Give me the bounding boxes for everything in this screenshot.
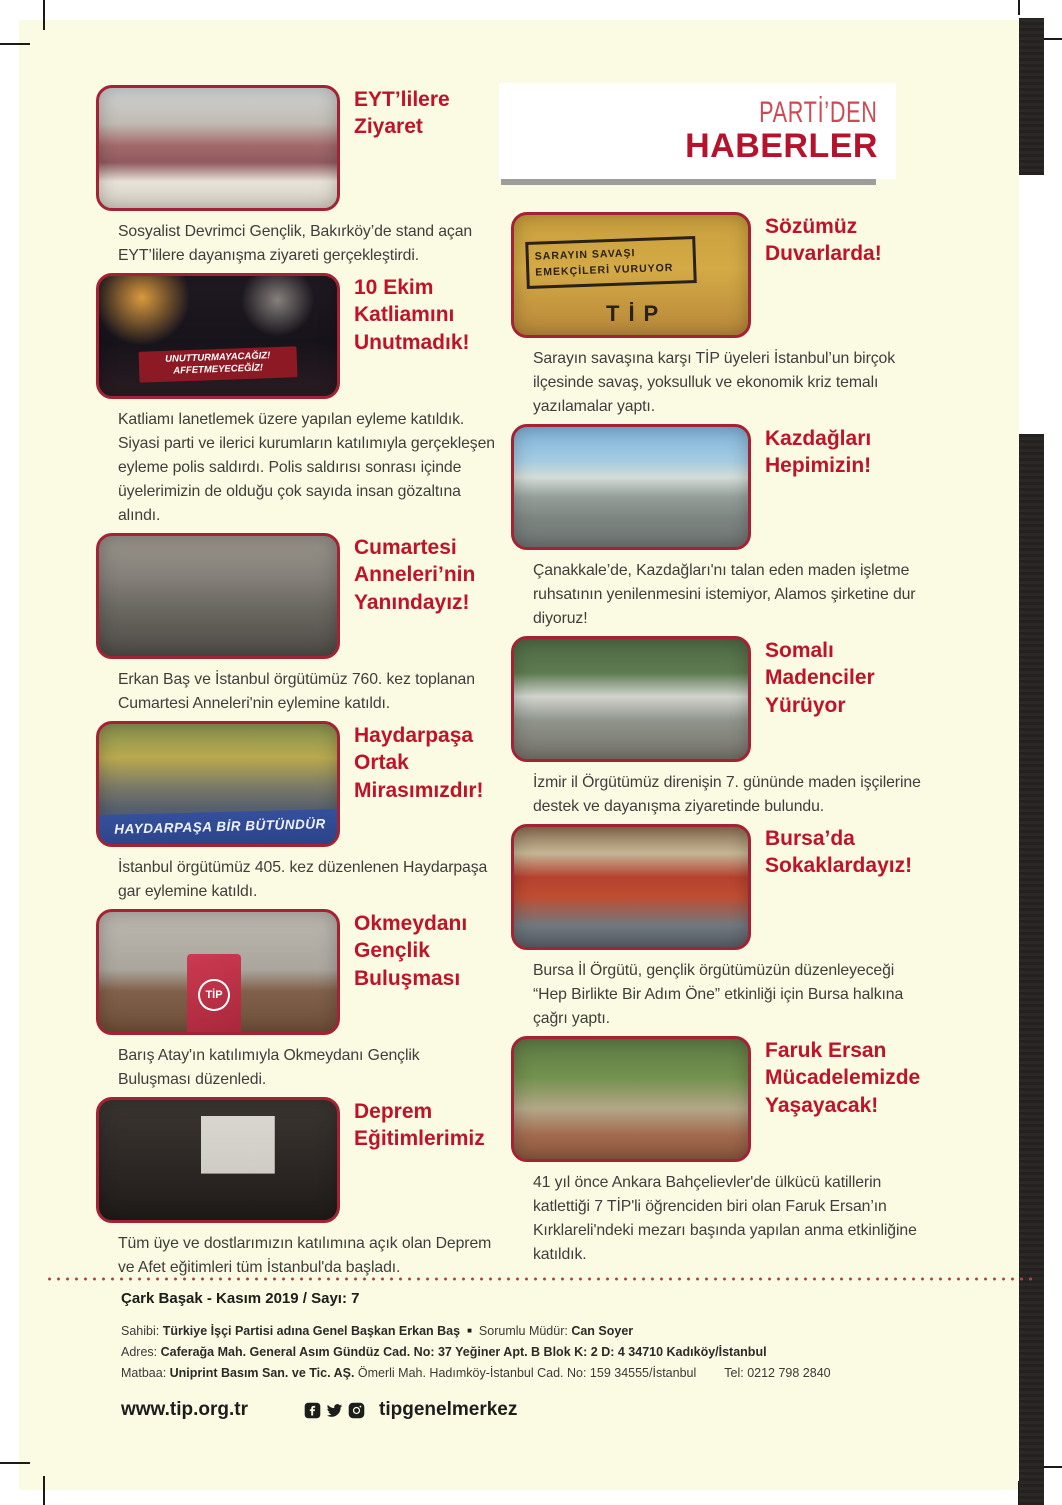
flag-text: TİP bbox=[198, 979, 229, 1011]
editor-value: Can Soyer bbox=[571, 1324, 634, 1338]
news-headline: Cumartesi Anneleri’nin Yanındayız! bbox=[354, 536, 476, 614]
news-headline: Sözümüz Duvarlarda! bbox=[765, 215, 882, 266]
news-body: İstanbul örgütümüz 405. kez düzenlenen Haydarpaşa gar eylemine katıldı. bbox=[118, 859, 488, 900]
page-header bbox=[499, 83, 896, 179]
crop-mark bbox=[0, 1462, 30, 1464]
crop-mark bbox=[43, 1476, 45, 1505]
address-value: Caferağa Mah. General Asım Gündüz Cad. No: 37 Yeğiner Apt. B Blok K: 2 D: 4 34710 Kadıköy/İstanbul bbox=[160, 1345, 767, 1359]
footer bbox=[45, 1277, 1034, 1421]
news-body: 41 yıl önce Ankara Bahçelievler'de ülkücü katillerin katlettiği 7 TİP'li öğrenciden biri olan Faruk Ersan’ın Kırklareli'ndeki mezarı başında yapılan anma etkinliğine katıldık. bbox=[533, 1174, 917, 1263]
address-label: Adres: bbox=[121, 1345, 161, 1359]
news-body: Katliamı lanetlemek üzere yapılan eyleme katıldık. Siyasi parti ve ilerici kurumların katılımıyla gerçekleşen eyleme polis saldırdı. Polis saldırısı sonrası içinde üyelerimizin de olduğu çok sayıda insan gözaltına alındı. bbox=[118, 411, 495, 524]
news-headline: Bursa’da Sokaklardayız! bbox=[765, 827, 913, 878]
news-headline: Faruk Ersan Mücadelemizde Yaşayacak! bbox=[765, 1039, 921, 1117]
news-item-10ekim bbox=[96, 273, 496, 528]
news-item-deprem bbox=[96, 1097, 496, 1280]
footer-bottom-row bbox=[121, 1399, 1034, 1421]
phone-number: Tel: 0212 798 2840 bbox=[724, 1366, 831, 1380]
news-body: Erkan Baş ve İstanbul örgütümüz 760. kez toplanan Cumartesi Anneleri'nin eylemine katıldı. bbox=[118, 671, 475, 712]
news-item-kazdaglari bbox=[511, 424, 923, 631]
photo-miners-march bbox=[511, 636, 751, 762]
photo-banner-text: UNUTTURMAYACAĞIZ! AFFETMEYECEĞİZ! bbox=[139, 347, 298, 383]
news-item-faruk-ersan bbox=[511, 1036, 923, 1267]
news-headline: Somalı Madenciler Yürüyor bbox=[765, 639, 875, 717]
news-headline: 10 Ekim Katliamını Unutmadık! bbox=[354, 276, 470, 354]
adjacent-page-edge bbox=[1019, 18, 1044, 175]
graffiti-line: EMEKÇİLERİ VURUYOR bbox=[535, 262, 674, 279]
footer-press-line bbox=[121, 1363, 1034, 1383]
graffiti-tip-signature: TİP bbox=[606, 301, 668, 326]
twitter-icon bbox=[326, 1402, 343, 1419]
graffiti-text bbox=[525, 236, 697, 288]
graffiti-line: SARAYIN SAVAŞI bbox=[534, 247, 636, 263]
right-column bbox=[511, 83, 923, 1272]
photo-wall-graffiti bbox=[511, 212, 751, 338]
photo-bursa-street bbox=[511, 824, 751, 950]
news-body: Sosyalist Devrimci Gençlik, Bakırköy’de stand açan EYT’lilere dayanışma ziyareti gerçekleştirdi. bbox=[118, 223, 473, 264]
owner-value: Türkiye İşçi Partisi adına Genel Başkan Erkan Baş bbox=[162, 1324, 461, 1338]
news-headline: EYT’lilere Ziyaret bbox=[354, 88, 450, 139]
news-item-okmeydani bbox=[96, 909, 496, 1092]
website-url: www.tip.org.tr bbox=[121, 1399, 249, 1420]
press-label: Matbaa: bbox=[121, 1366, 170, 1380]
news-headline: Kazdağları Hepimizin! bbox=[765, 427, 872, 478]
photo-haydarpasa-rally bbox=[96, 721, 340, 847]
news-body: Tüm üye ve dostlarımızın katılımına açık olan Deprem ve Afet eğitimleri tüm İstanbul'da başladı. bbox=[118, 1235, 492, 1276]
photo-10ekim-vigil bbox=[96, 273, 340, 399]
news-headline: Deprem Eğitimlerimiz bbox=[354, 1100, 485, 1151]
news-item-eyt bbox=[96, 85, 496, 268]
photo-banner-text: HAYDARPAŞA BİR BÜTÜNDÜR bbox=[99, 809, 340, 847]
page-title: HABERLER bbox=[685, 127, 878, 166]
news-item-bursa bbox=[511, 824, 923, 1031]
news-body: Barış Atay'ın katılımıyla Okmeydanı Gençlik Buluşması düzenledi. bbox=[118, 1047, 420, 1088]
header-divider bbox=[501, 179, 876, 185]
news-item-somali-madenciler bbox=[511, 636, 923, 819]
photo-cemetery-commemoration bbox=[511, 1036, 751, 1162]
news-body: İzmir il Örgütümüz direnişin 7. gününde maden işçilerine destek ve dayanışma ziyaretinde bulundu. bbox=[533, 774, 921, 815]
editor-label: Sorumlu Müdür: bbox=[478, 1324, 572, 1338]
header-kicker: PARTİ’DEN bbox=[759, 95, 878, 129]
owner-label: Sahibi: bbox=[121, 1324, 163, 1338]
footer-address-line bbox=[121, 1342, 1034, 1362]
press-name: Uniprint Basım San. ve Tic. AŞ. bbox=[169, 1366, 355, 1380]
news-body: Bursa İl Örgütü, gençlik örgütümüzün düzenleyeceği “Hep Birlikte Bir Adım Öne” etkinliği için Bursa halkına çağrı yaptı. bbox=[533, 962, 904, 1027]
social-icons bbox=[304, 1402, 365, 1419]
news-item-sozumuz bbox=[511, 212, 923, 419]
instagram-icon bbox=[348, 1402, 365, 1419]
news-item-haydarpasa bbox=[96, 721, 496, 904]
press-address: Ömerli Mah. Hadımköy-İstanbul Cad. No: 159 34555/İstanbul bbox=[354, 1366, 697, 1380]
news-headline: Okmeydanı Gençlik Buluşması bbox=[354, 912, 468, 990]
news-item-cumartesi bbox=[96, 533, 496, 716]
crop-mark bbox=[1018, 0, 1020, 15]
photo-saturday-mothers bbox=[96, 533, 340, 659]
photo-eyt-visit bbox=[96, 85, 340, 211]
footer-owner-line bbox=[121, 1321, 1034, 1341]
square-separator: ■ bbox=[467, 1326, 472, 1335]
social-handle: tipgenelmerkez bbox=[379, 1399, 518, 1420]
crop-mark bbox=[0, 43, 30, 45]
news-headline: Haydarpaşa Ortak Mirasımızdır! bbox=[354, 724, 484, 802]
photo-earthquake-training bbox=[96, 1097, 340, 1223]
news-body: Çanakkale’de, Kazdağları'nı talan eden maden işletme ruhsatının yenilenmesini istemiyor, Alamos şirketine dur diyoruz! bbox=[533, 562, 916, 627]
crop-mark bbox=[43, 0, 45, 30]
news-body: Sarayın savaşına karşı TİP üyeleri İstanbul’un birçok ilçesinde savaş, yoksulluk ve ekonomik kriz temalı yazılamalar yaptı. bbox=[533, 350, 896, 415]
left-column bbox=[96, 85, 496, 1285]
photo-kazdaglari-protest bbox=[511, 424, 751, 550]
photo-okmeydani-meeting bbox=[96, 909, 340, 1035]
issue-line: Çark Başak - Kasım 2019 / Sayı: 7 bbox=[121, 1290, 360, 1307]
tip-flag bbox=[187, 954, 241, 1035]
facebook-icon bbox=[304, 1402, 321, 1419]
